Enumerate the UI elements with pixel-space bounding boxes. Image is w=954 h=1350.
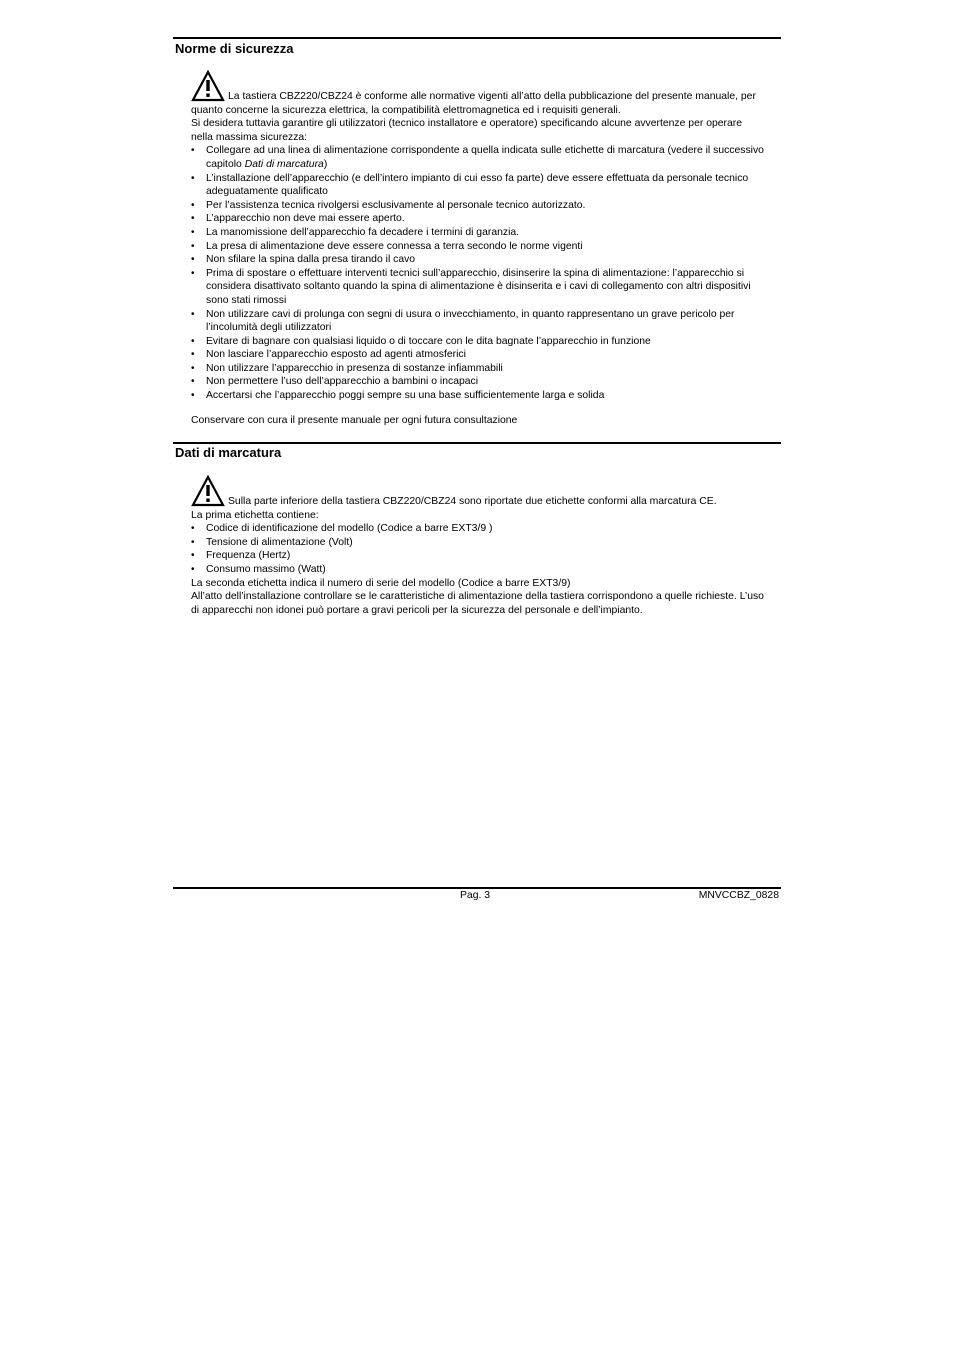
top-rule: [173, 37, 781, 39]
list-item: • Consumo massimo (Watt): [191, 563, 766, 577]
list-item: • La manomissione dell’apparecchio fa decadere i termini di garanzia.: [191, 226, 766, 240]
warning-triangle-icon: [191, 475, 225, 507]
first-label-intro: La prima etichetta contiene:: [191, 509, 319, 521]
list-item: • Accertarsi che l’apparecchio poggi sempre su una base sufficientemente larga e solida: [191, 389, 766, 403]
list-item: • La presa di alimentazione deve essere connessa a terra secondo le norme vigenti: [191, 240, 766, 254]
safety-section-body: [191, 70, 766, 427]
warning-triangle-icon: [191, 70, 225, 102]
list-item: • Prima di spostare o effettuare interventi tecnici sull’apparecchio, disinserire la spina di alimentazione: l’apparecchio si considera disattivato soltanto quando la spina di alimentazione è disinserita e i cavi di collegamento con altri dispositivi sono stati rimossi: [191, 267, 766, 308]
marking-section-body: [191, 475, 766, 617]
list-item: • L’apparecchio non deve mai essere aperto.: [191, 212, 766, 226]
marking-closing: All’atto dell’installazione controllare se le caratteristiche di alimentazione della tastiera corrispondono a quelle richieste. L’uso di apparecchi non idonei può portare a gravi pericoli per la sicurezza del personale e dell’impianto.: [191, 591, 764, 616]
list-item: • Frequenza (Hertz): [191, 549, 766, 563]
list-item: • L’installazione dell’apparecchio (e dell’intero impianto di cui esso fa parte) deve essere effettuata da personale tecnico adeguatamente qualificato: [191, 172, 766, 199]
marking-intro: [191, 475, 766, 509]
section-title-marking: Dati di marcatura: [175, 445, 282, 460]
safety-intro-2: Si desidera tuttavia garantire gli utilizzatori (tecnico installatore e operatore) specificando alcune avvertenze per operare nella massima sicurezza:: [191, 118, 743, 143]
safety-bullet-list: [191, 144, 766, 402]
marking-bullet-list: [191, 522, 766, 576]
list-item: • Per l’assistenza tecnica rivolgersi esclusivamente al personale tecnico autorizzato.: [191, 199, 766, 213]
section-rule: [173, 442, 781, 444]
list-item: [191, 144, 766, 171]
section-title-safety: Norme di sicurezza: [175, 41, 294, 56]
document-code: MNVCCBZ_0828: [698, 890, 779, 901]
list-item: • Codice di identificazione del modello (Codice a barre EXT3/9 ): [191, 522, 766, 536]
list-item: • Non utilizzare cavi di prolunga con segni di usura o invecchiamento, in quanto rappresentano un grave pericolo per l’incolumità degli utilizzatori: [191, 308, 766, 335]
list-item: • Non utilizzare l’apparecchio in presenza di sostanze infiammabili: [191, 362, 766, 376]
list-item: • Tensione di alimentazione (Volt): [191, 536, 766, 550]
footer-rule: [173, 887, 781, 889]
list-item: • Non lasciare l’apparecchio esposto ad agenti atmosferici: [191, 348, 766, 362]
list-item: • Non sfilare la spina dalla presa tirando il cavo: [191, 253, 766, 267]
safety-intro-text: La tastiera CBZ220/CBZ24 è conforme alle normative vigenti all’atto della pubblicazione del presente manuale, per quanto concerne la sicurezza elettrica, la compatibilità elettromagnetica ed i requisiti generali.: [191, 91, 756, 116]
safety-intro: [191, 70, 766, 117]
cross-reference: Dati di marcatura: [244, 158, 324, 170]
marking-intro-text: Sulla parte inferiore della tastiera CBZ220/CBZ24 sono riportate due etichette conformi alla marcatura CE.: [228, 496, 717, 507]
list-item-text: ): [323, 158, 328, 170]
list-item: • Evitare di bagnare con qualsiasi liquido o di toccare con le dita bagnate l’apparecchio in funzione: [191, 335, 766, 349]
list-item: • Non permettere l’uso dell’apparecchio a bambini o incapaci: [191, 375, 766, 389]
list-item-text: Collegare ad una linea di alimentazione corrispondente a quella indicata sulle etichette di marcatura (vedere il successivo capitolo: [206, 145, 764, 170]
second-label-text: La seconda etichetta indica il numero di serie del modello (Codice a barre EXT3/9): [191, 577, 571, 589]
page-number: Pag. 3: [460, 890, 491, 901]
safety-closing: Conservare con cura il presente manuale per ogni futura consultazione: [191, 414, 518, 426]
